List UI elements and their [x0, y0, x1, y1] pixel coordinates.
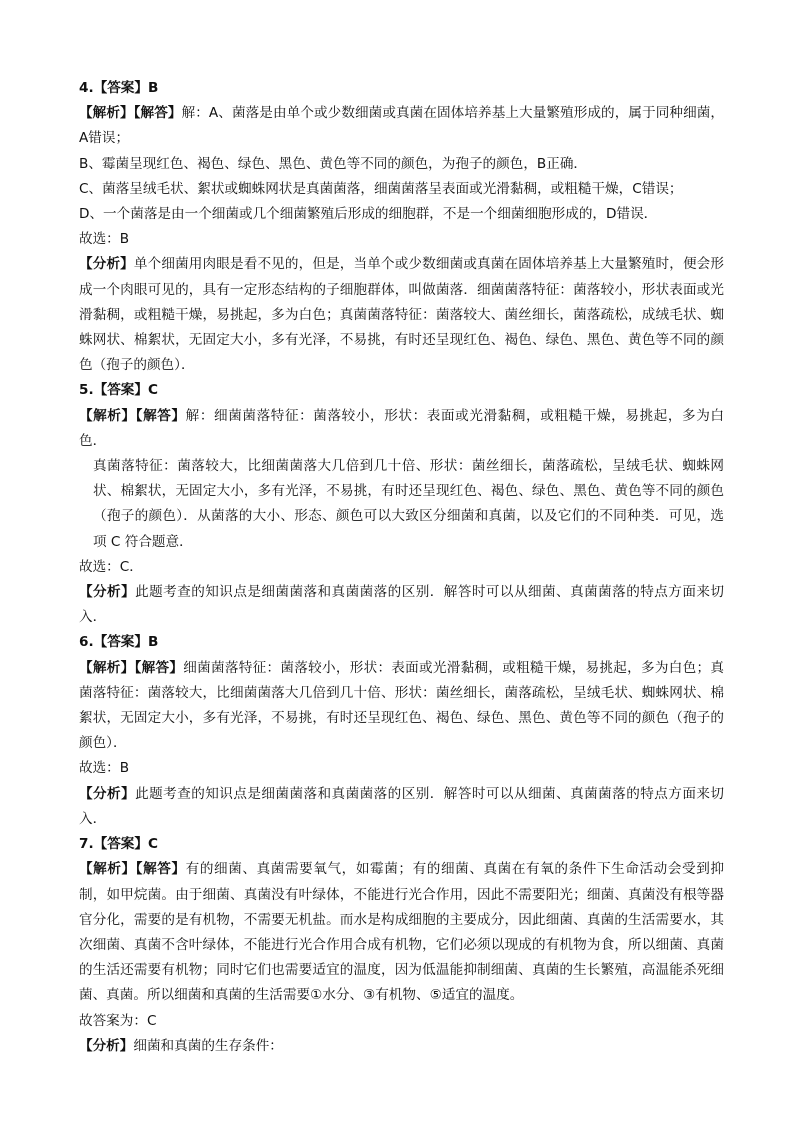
q4-comment	[79, 252, 724, 378]
q4-analysis-p2: B、霉菌呈现红色、褐色、绿色、黑色、黄色等不同的颜色，为孢子的颜色，B正确．	[79, 155, 588, 172]
q5-comment-tag: 【分析】	[79, 584, 136, 601]
q7-answer: C	[148, 836, 158, 853]
q4-p1-text: 解：A、菌落是由单个或少数细菌或真菌在固体培养基上大量繁殖形成的，属于同种细菌，A错误；	[79, 105, 725, 147]
q5-answer: C	[148, 382, 158, 399]
q5-analysis-p1	[79, 404, 724, 454]
q7-answer-tag: 【答案】	[93, 836, 148, 853]
q5-answer-line	[79, 378, 724, 403]
q6-comment-text: 此题考查的知识点是细菌菌落和真菌菌落的区别．解答时可以从细菌、真菌菌落的特点方面来切入．	[79, 785, 724, 827]
q7-analysis-p1	[79, 857, 724, 1008]
q6-analysis-p1	[79, 656, 724, 757]
q4-solution-tag: 【解答】	[133, 105, 182, 122]
q5-comment	[79, 580, 724, 630]
q6-p1-text: 细菌菌落特征：菌落较小，形状：表面或光滑黏稠，或粗糙干燥，易挑起，多为白色；真菌落特征：菌落较大，比细菌菌落大几倍到几十倍、形状：菌丝细长，菌落疏松，呈绒毛状、蜘蛛网状、棉絮状，无固定大小，多有光泽，不易挑，有时还呈现红色、褐色、绿色、黑色、黄色等不同的颜色（孢子的颜色）．	[79, 659, 725, 752]
q4-analysis-tag: 【解析】	[79, 105, 134, 122]
q6-answer-line	[79, 630, 724, 655]
q6-answer-tag: 【答案】	[93, 634, 148, 651]
q5-solution-tag: 【解答】	[135, 407, 186, 424]
q7-choice: 故答案为：C	[79, 1012, 157, 1029]
q5-number: 5.	[79, 382, 94, 399]
q4-comment-text: 单个细菌用肉眼是看不见的，但是，当单个或少数细菌或真菌在固体培养基上大量繁殖时，便会形成一个肉眼可见的，具有一定形态结构的子细胞群体，叫做菌落．细菌菌落特征：菌落较小，形状表面或光滑黏稠，或粗糙干燥，易挑起，多为白色；真菌菌落特征：菌落较大、菌丝细长，菌落疏松，成绒毛状、蜘蛛网状、棉絮状，无固定大小，多有光泽，不易挑，有时还呈现红色、褐色、绿色、黑色、黄色等不同的颜色（孢子的颜色）．	[79, 256, 724, 374]
q4-analysis-p3: C、菌落呈绒毛状、絮状或蜘蛛网状是真菌菌落，细菌菌落呈表面或光滑黏稠，或粗糙干燥，C错误；	[79, 180, 683, 197]
q6-comment	[79, 782, 724, 832]
answer-content	[79, 76, 724, 1059]
q6-number: 6.	[79, 634, 94, 651]
q6-analysis-tag: 【解析】	[79, 659, 135, 676]
q5-analysis-tag: 【解析】	[79, 407, 136, 424]
q4-number: 4.	[79, 80, 94, 96]
q6-choice: 故选：B	[79, 760, 130, 777]
q5-answer-tag: 【答案】	[93, 382, 148, 399]
q6-solution-tag: 【解答】	[134, 659, 184, 676]
q4-answer-tag: 【答案】	[93, 80, 148, 96]
q5-p1-text: 解：细菌菌落特征：菌落较小，形状：表面或光滑黏稠，或粗糙干燥，易挑起，多为白色．	[79, 407, 725, 449]
q7-analysis-tag: 【解析】	[79, 861, 136, 878]
q4-answer-line	[79, 76, 724, 101]
q4-choice: 故选：B	[79, 231, 130, 248]
q7-comment-tag: 【分析】	[79, 1037, 134, 1054]
q6-comment-tag: 【分析】	[79, 785, 136, 802]
q5-comment-text: 此题考查的知识点是细菌菌落和真菌菌落的区别．解答时可以从细菌、真菌菌落的特点方面来切入．	[79, 584, 724, 626]
q5-analysis-p2: 真菌落特征：菌落较大，比细菌菌落大几倍到几十倍、形状：菌丝细长，菌落疏松，呈绒毛状、蜘蛛网状、棉絮状，无固定大小，多有光泽，不易挑，有时还呈现红色、褐色、绿色、黑色、黄色等不同的颜色（孢子的颜色）．从菌落的大小、形态、颜色可以大致区分细菌和真菌，以及它们的不同种类．可见，选项 C 符合题意．	[93, 458, 724, 550]
q4-analysis-p4: D、一个菌落是由一个细菌或几个细菌繁殖后形成的细胞群，不是一个细菌细胞形成的，D错误．	[79, 206, 658, 223]
q4-analysis-p1	[79, 101, 724, 151]
q7-comment-text: 细菌和真菌的生存条件：	[133, 1037, 283, 1054]
q6-answer: B	[148, 634, 159, 651]
q4-comment-tag: 【分析】	[79, 256, 134, 273]
q5-choice: 故选：C．	[79, 558, 143, 575]
q7-number: 7.	[79, 836, 94, 853]
q7-answer-line	[79, 832, 724, 857]
q4-answer: B	[148, 80, 159, 96]
q7-p1-text: 有的细菌、真菌需要氧气，如霉菌；有的细菌、真菌在有氧的条件下生命活动会受到抑制，如甲烷菌。由于细菌、真菌没有叶绿体，不能进行光合作用，因此不需要阳光；细菌、真菌没有根等器官分化，需要的是有机物，不需要无机盐。而水是构成细胞的主要成分，因此细菌、真菌的生活需要水，其次细菌、真菌不含叶绿体，不能进行光合作用合成有机物，它们必须以现成的有机物为食，所以细菌、真菌的生活还需要有机物；同时它们也需要适宜的温度，因为低温能抑制细菌、真菌的生长繁殖，高温能杀死细菌、真菌。所以细菌和真菌的生活需要①水分、③有机物、⑤适宜的温度。	[79, 861, 725, 1004]
q7-solution-tag: 【解答】	[135, 861, 186, 878]
q7-comment	[79, 1034, 724, 1059]
